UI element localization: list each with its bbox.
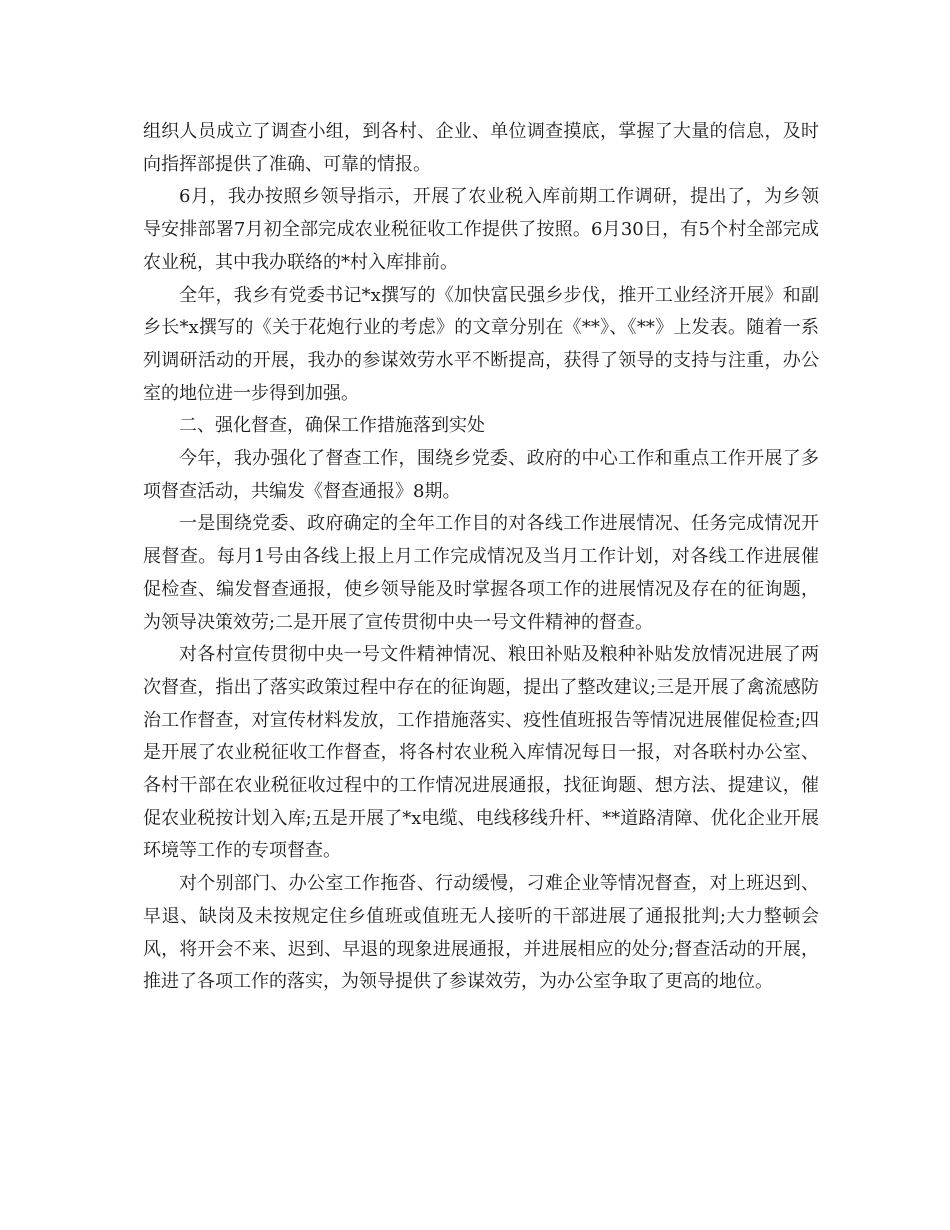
- paragraph-2: 6月，我办按照乡领导指示，开展了农业税入库前期工作调研，提出了，为乡领导安排部署7月初全部完成农业税征收工作提供了按照。6月30日，有5个村全部完成农业税，其中我办联络的*村入库排前。: [143, 186, 819, 273]
- paragraph-4: 今年，我办强化了督查工作，围绕乡党委、政府的中心工作和重点工作开展了多项督查活动，共编发《督查通报》8期。: [143, 448, 819, 502]
- paragraph-7: 对个别部门、办公室工作拖沓、行动缓慢，刁难企业等情况督查，对上班迟到、早退、缺岗及未按规定住乡值班或值班无人接听的干部进展了通报批判;大力整顿会风，将开会不来、迟到、早退的现象进展通报，并进展相应的处分;督查活动的开展，推进了各项工作的落实，为领导提供了参谋效劳，为办公室争取了更高的地位。: [143, 873, 819, 993]
- section-heading: 二、强化督查，确保工作措施落到实处: [179, 415, 485, 437]
- paragraph-5: 一是围绕党委、政府确定的全年工作目的对各线工作进展情况、任务完成情况开展督查。每月1号由各线上报上月工作完成情况及当月工作计划，对各线工作进展催促检查、编发督查通报，使乡领导能及时掌握各项工作的进展情况及存在的征询题，为领导决策效劳;二是开展了宣传贯彻中央一号文件精神的督查。: [143, 513, 819, 633]
- paragraph-1: 组织人员成立了调查小组，到各村、企业、单位调查摸底，掌握了大量的信息，及时向指挥部提供了准确、可靠的情报。: [143, 121, 819, 175]
- document-body: [143, 116, 819, 999]
- paragraph-3: 全年，我乡有党委书记*x撰写的《加快富民强乡步伐，推开工业经济开展》和副乡长*x撰写的《关于花炮行业的考虑》的文章分别在《**》、《**》上发表。随着一系列调研活动的开展，我办的参谋效劳水平不断提高，获得了领导的支持与注重，办公室的地位进一步得到加强。: [143, 284, 819, 404]
- paragraph-6: 对各村宣传贯彻中央一号文件精神情况、粮田补贴及粮种补贴发放情况进展了两次督查，指出了落实政策过程中存在的征询题，提出了整改建议;三是开展了禽流感防治工作督查，对宣传材料发放，工作措施落实、疫性值班报告等情况进展催促检查;四是开展了农业税征收工作督查，将各村农业税入库情况每日一报，对各联村办公室、各村干部在农业税征收过程中的工作情况进展通报，找征询题、想方法、提建议，催促农业税按计划入库;五是开展了*x电缆、电线移线升杆、**道路清障、优化企业开展环境等工作的专项督查。: [143, 644, 819, 862]
